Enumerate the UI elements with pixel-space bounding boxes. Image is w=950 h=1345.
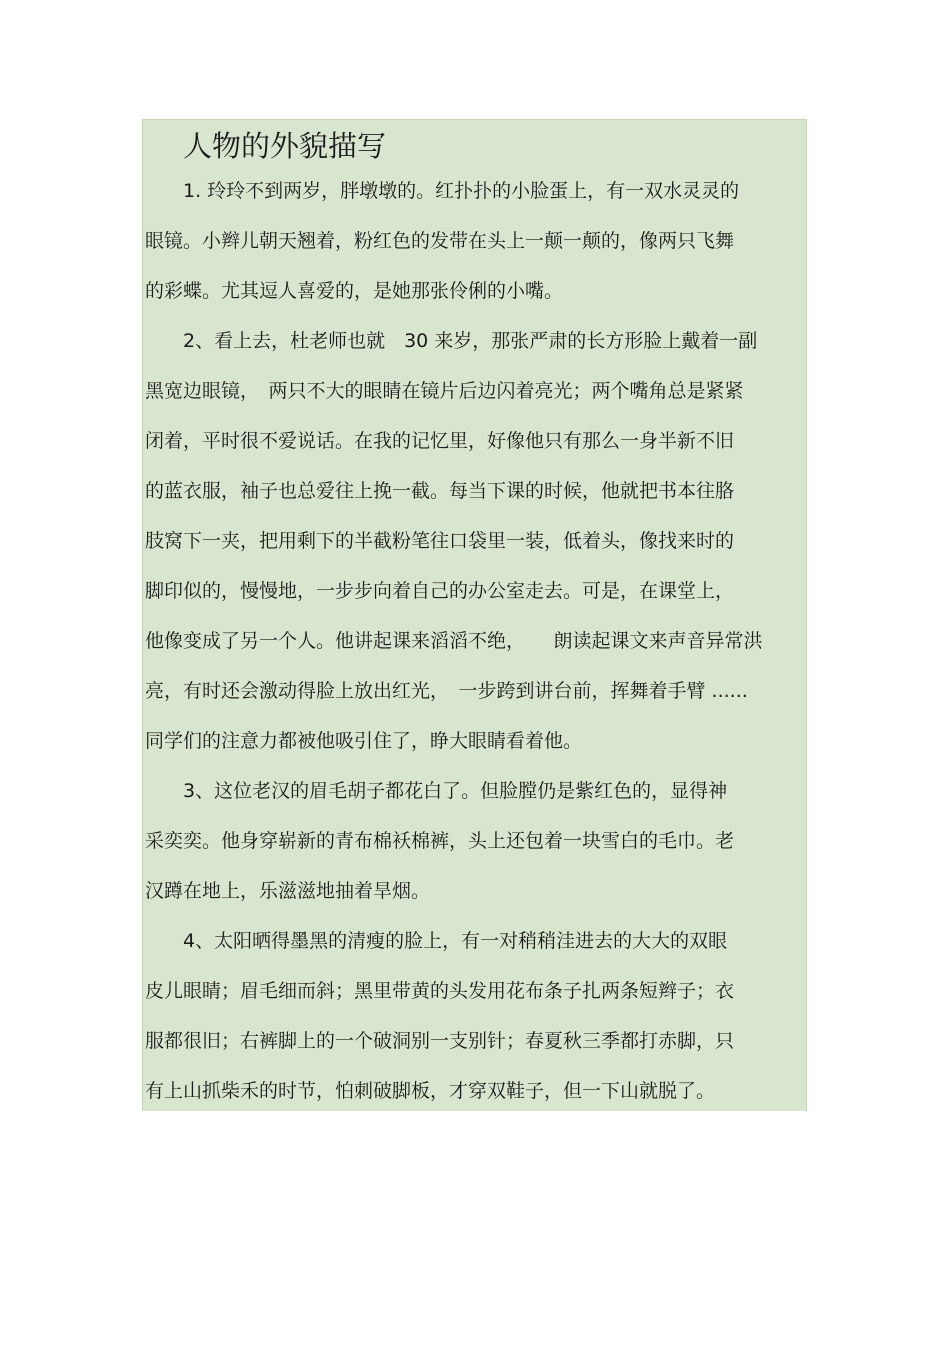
document-title: 人物的外貌描写	[183, 129, 387, 163]
paragraph-3-line-3: 汉蹲在地上，乐滋滋地抽着旱烟。	[145, 880, 431, 902]
paragraph-1-line-1: 1. 玲玲不到两岁，胖墩墩的。红扑扑的小脸蛋上，有一双水灵灵的	[183, 180, 740, 202]
paragraph-2-line-6: 脚印似的，慢慢地，一步步向着自己的办公室走去。可是，在课堂上，	[145, 580, 735, 602]
paragraph-2-line-7: 他像变成了另一个人。他讲起课来滔滔不绝， 朗读起课文来声音异常洪	[145, 630, 763, 652]
paragraph-2-line-8: 亮，有时还会激动得脸上放出红光， 一步跨到讲台前，挥舞着手臂 ......	[145, 680, 748, 702]
paragraph-4-line-4: 有上山抓柴禾的时节，怕刺破脚板，才穿双鞋子，但一下山就脱了。	[145, 1080, 716, 1102]
paragraph-2-line-3: 闭着，平时很不爱说话。在我的记忆里，好像他只有那么一身半新不旧	[145, 430, 735, 452]
paragraph-3-line-1: 3、这位老汉的眉毛胡子都花白了。但脸膛仍是紫红色的，显得神	[183, 780, 728, 802]
paragraph-2-line-1: 2、看上去，杜老师也就 30 来岁，那张严肃的长方形脸上戴着一副	[183, 330, 758, 352]
paragraph-4-line-2: 皮儿眼睛；眉毛细而斜；黑里带黄的头发用花布条子扎两条短辫子；衣	[145, 980, 735, 1002]
paragraph-3-line-2: 采奕奕。他身穿崭新的青布棉袄棉裤，头上还包着一块雪白的毛巾。老	[145, 830, 735, 852]
document-panel	[142, 119, 807, 1111]
paragraph-2-line-4: 的蓝衣服，袖子也总爱往上挽一截。每当下课的时候，他就把书本往胳	[145, 480, 735, 502]
paragraph-4-line-3: 服都很旧；右裤脚上的一个破洞别一支别针；春夏秋三季都打赤脚，只	[145, 1030, 735, 1052]
paragraph-2-line-2: 黑宽边眼镜， 两只不大的眼睛在镜片后边闪着亮光；两个嘴角总是紧紧	[145, 380, 744, 402]
paragraph-1-line-2: 眼镜。小辫儿朝天翘着，粉红色的发带在头上一颠一颠的，像两只飞舞	[145, 230, 735, 252]
paragraph-2-line-9: 同学们的注意力都被他吸引住了，睁大眼睛看着他。	[145, 730, 583, 752]
paragraph-1-line-3: 的彩蝶。尤其逗人喜爱的，是她那张伶俐的小嘴。	[145, 280, 564, 302]
paragraph-4-line-1: 4、太阳晒得墨黑的清瘦的脸上，有一对稍稍洼进去的大大的双眼	[183, 930, 728, 952]
paragraph-2-line-5: 肢窝下一夹，把用剩下的半截粉笔往口袋里一装，低着头，像找来时的	[145, 530, 735, 552]
